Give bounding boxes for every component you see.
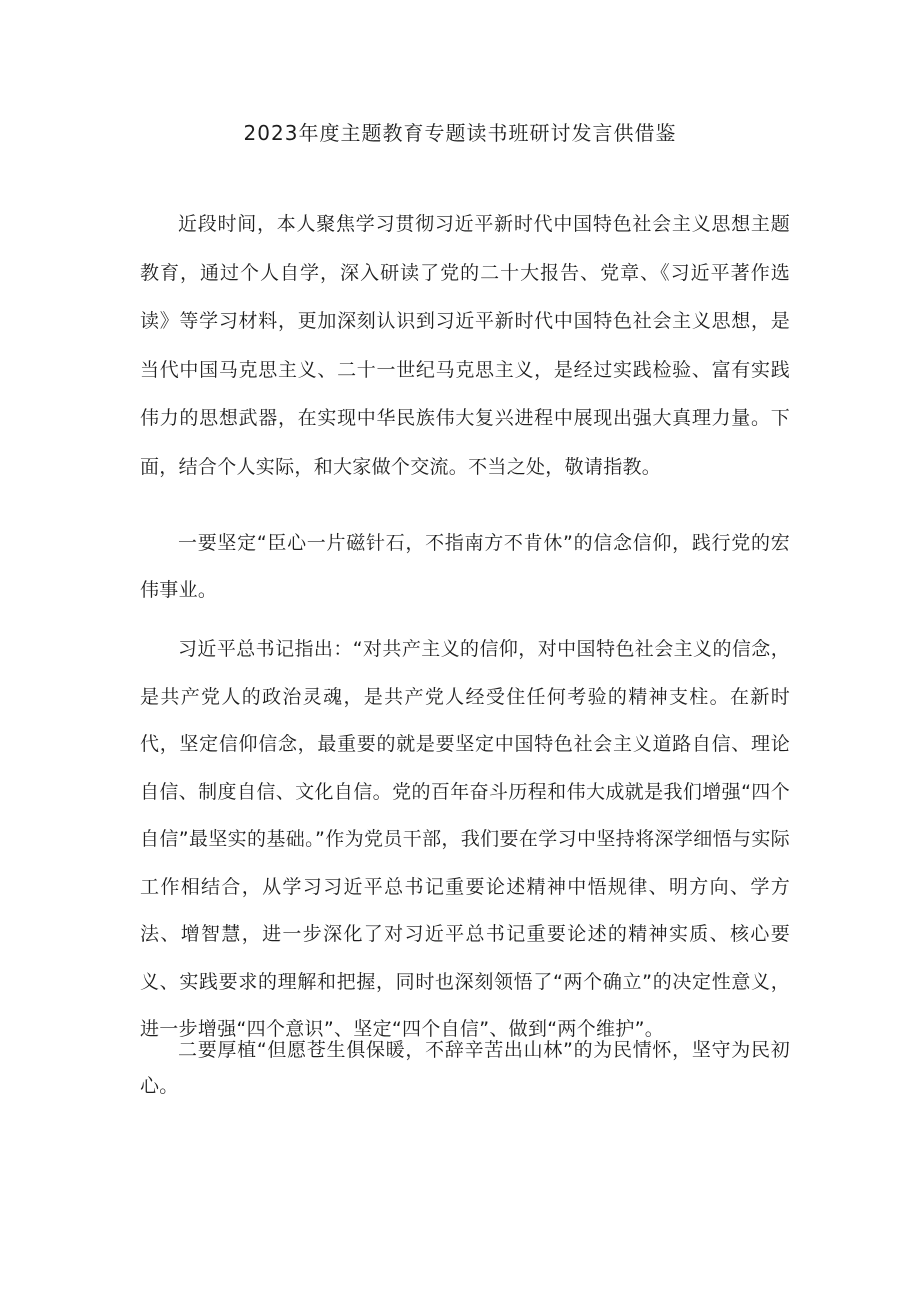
paragraph-point-two-heading: 二要厚植“但愿苍生俱保暖，不辞辛苦出山林”的为民情怀，坚守为民初心。 [140,1039,790,1097]
paragraph-point-one-body: 习近平总书记指出：“对共产主义的信仰，对中国特色社会主义的信念，是共产党人的政治灵魂，是共产党人经受住任何考验的精神支柱。在新时代，坚定信仰信念，最重要的就是要坚定中国特色社会主义道路自信、理论自信、制度自信、文化自信。党的百年奋斗历程和伟大成就是我们增强“四个自信”最坚实的基础。”作为党员干部，我们要在学习中坚持将深学细悟与实际工作相结合，从学习习近平总书记重要论述精神中悟规律、明方向、学方法、增智慧，进一步深化了对习近平总书记重要论述的精神实质、核心要义、实践要求的理解和把握，同时也深刻领悟了“两个确立”的决定性意义，进一步增强“四个意识”、坚定“四个自信”、做到“两个维护”。 [140,638,790,1040]
paragraph-intro: 近段时间，本人聚焦学习贯彻习近平新时代中国特色社会主义思想主题教育，通过个人自学，深入研读了党的二十大报告、党章、《习近平著作选读》等学习材料，更加深刻认识到习近平新时代中国特色社会主义思想，是当代中国马克思主义、二十一世纪马克思主义，是经过实践检验、富有实践伟力的思想武器，在实现中华民族伟大复兴进程中展现出强大真理力量。下面，结合个人实际，和大家做个交流。不当之处，敬请指教。 [140,213,790,478]
paragraph-point-one-heading: 一要坚定“臣心一片磁针石，不指南方不肯休”的信念信仰，践行党的宏伟事业。 [140,532,790,601]
document-title: 2023年度主题教育专题读书班研讨发言供借鉴 [243,121,677,145]
